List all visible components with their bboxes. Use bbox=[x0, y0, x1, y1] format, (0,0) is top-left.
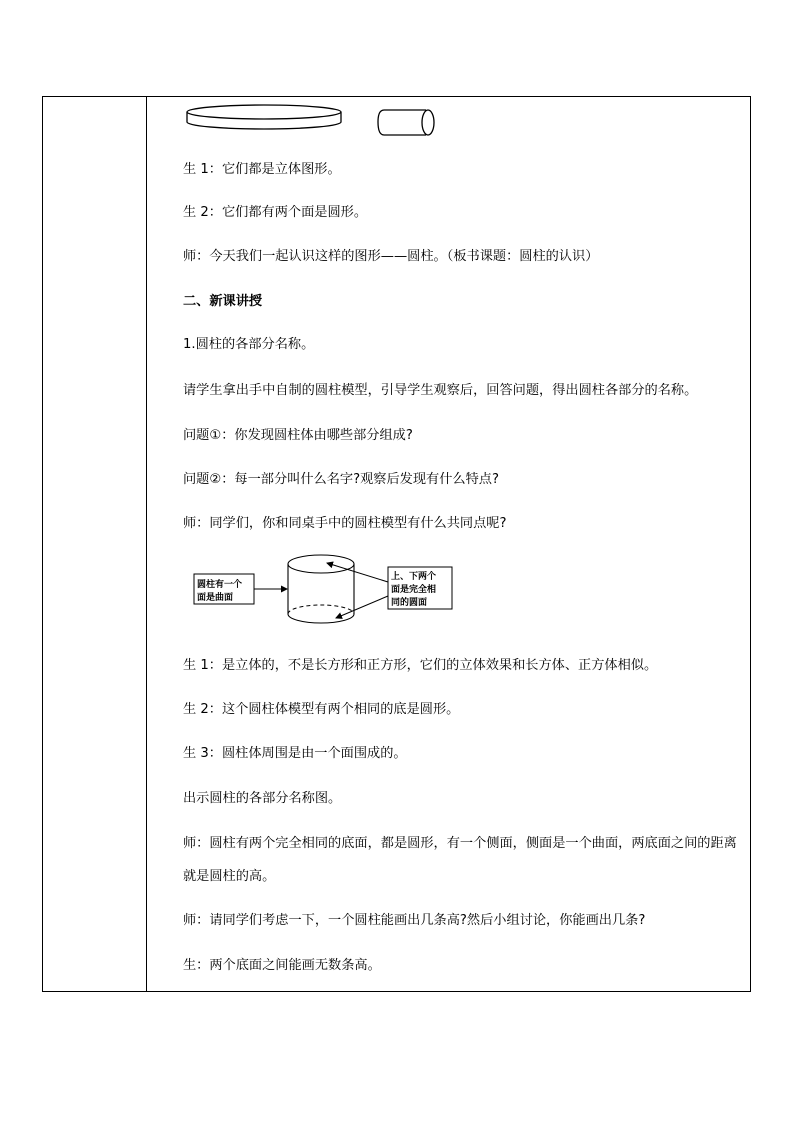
base-faces-label-line3: 同的圆面 bbox=[391, 598, 428, 608]
text-line: 师：今天我们一起认识这样的图形——圆柱。（板书课题：圆柱的认识） bbox=[183, 249, 599, 264]
curved-surface-label-line1: 圆柱有一个 bbox=[197, 580, 243, 590]
cylinder-parts-diagram bbox=[188, 552, 498, 637]
text-line: 请学生拿出手中自制的圆柱模型，引导学生观察后，回答问题，得出圆柱各部分的名称。 bbox=[183, 383, 698, 398]
text-line: 师：同学们，你和同桌手中的圆柱模型有什么共同点呢? bbox=[183, 516, 507, 531]
tube-cylinder-end bbox=[422, 110, 434, 135]
text-line: 生 3：圆柱体周围是由一个面围成的。 bbox=[183, 746, 407, 761]
text-line: 师：请同学们考虑一下，一个圆柱能画出几条高?然后小组讨论，你能画出几条? bbox=[183, 913, 646, 928]
text-line: 生：两个底面之间能画无数条高。 bbox=[183, 958, 381, 973]
base-faces-label-line2: 面是完全相 bbox=[391, 585, 437, 595]
cylinder-top-face bbox=[288, 555, 354, 573]
cylinder-shapes-figure bbox=[178, 101, 508, 145]
text-line: 生 1：是立体的，不是长方形和正方形，它们的立体效果和长方体、正方体相似。 bbox=[183, 658, 658, 673]
text-line: 生 1：它们都是立体图形。 bbox=[183, 162, 341, 177]
base-faces-label-line1: 上、下两个 bbox=[391, 572, 437, 582]
content-cell bbox=[148, 97, 750, 991]
text-line: 问题①：你发现圆柱体由哪些部分组成? bbox=[183, 428, 413, 443]
text-line: 1.圆柱的各部分名称。 bbox=[183, 337, 315, 352]
text-line: 生 2：这个圆柱体模型有两个相同的底是圆形。 bbox=[183, 702, 460, 717]
text-line: 问题②：每一部分叫什么名字?观察后发现有什么特点? bbox=[183, 472, 499, 487]
text-line: 生 2：它们都有两个面是圆形。 bbox=[183, 205, 368, 220]
tube-cylinder-body bbox=[378, 110, 426, 135]
column-divider bbox=[146, 97, 147, 991]
lesson-table bbox=[42, 96, 751, 992]
flat-cylinder-body bbox=[187, 112, 341, 129]
cylinder-bottom-back bbox=[288, 605, 354, 614]
flat-cylinder-top bbox=[187, 105, 341, 119]
section-heading: 二、新课讲授 bbox=[183, 294, 263, 309]
curved-surface-label-line2: 面是曲面 bbox=[197, 593, 234, 603]
cylinder-bottom-front bbox=[288, 614, 354, 623]
text-paragraph: 师：圆柱有两个完全相同的底面，都是圆形，有一个侧面，侧面是一个曲面，两底面之间的距离就是圆柱的高。 bbox=[183, 836, 737, 884]
text-line: 出示圆柱的各部分名称图。 bbox=[183, 791, 342, 806]
